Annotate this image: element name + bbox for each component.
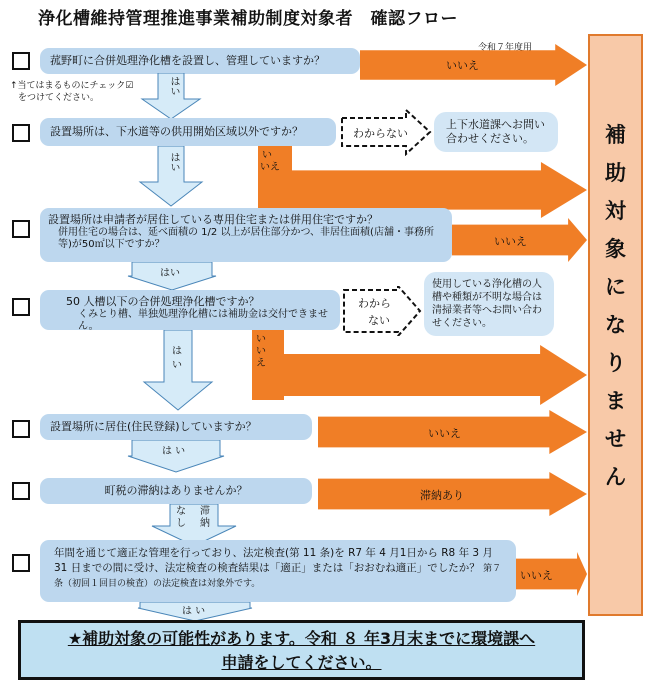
q3-no-label: いいえ [494,235,527,248]
q4-reference-box [424,272,554,336]
eligible-result-box [18,620,585,680]
q4-yes-label-2: い [172,360,182,371]
question-5-text: 設置場所に居住(住民登録)していますか？ [50,420,257,433]
q6-yes-label-1: な [176,506,186,517]
question-2-text: 設置場所は、下水道等の供用開始区域以外ですか？ [50,125,303,138]
q6-yes-label-3: 滞 [200,506,210,517]
check-hint-2: をつけてください。 [18,93,100,103]
question-3-subtext: 併用住宅の場合は、延べ面積の 1/2 以上が居住部分かつ、非居住面積(店舗・事務所等)が50㎡以下ですか？ [58,227,434,250]
q4-no-label-3: え [256,358,266,369]
q6-no-label: 滞納あり [420,489,464,502]
question-6 [40,478,312,504]
q1-yes-label: はい [168,76,179,96]
q5-no-label: いいえ [428,427,461,440]
question-7-text: 年間を通じて適正な管理を行っており、法定検査(第 11 条)を R7 年 4 月1日から R8 年 3 月 31 日までの間に受け、法定検査の検査結果は「適正」または「おおむね適正」でしたか？ [54,547,493,574]
question-4-subtext: くみとり槽、単独処理浄化槽には補助金は交付できません。 [78,309,328,332]
not-eligible-text: 補 助 対 象 に な り ま せ ん [605,123,626,489]
q4-no-arrow [252,345,587,405]
q2-unknown-label: わからない [353,127,408,140]
eligible-result-line-1: ★補助対象の可能性があります。令和 ８ 年3月末までに環境課へ [67,629,536,648]
q6-yes-label-4: 納 [200,518,210,529]
q7-yes-label: は い [182,606,206,617]
q1-no-label: いいえ [446,59,479,72]
question-1-text: 菰野町に合併処理浄化槽を設置し、管理していますか？ [50,54,325,67]
page-title: 浄化槽維持管理推進事業補助制度対象者 確認フロー [38,9,458,29]
q2-yes-label: はい [168,152,179,172]
q4-unknown-label-1: わから [358,297,391,310]
checkbox-q7[interactable] [12,554,30,572]
question-7 [40,540,516,602]
q3-yes-label: はい [160,268,180,279]
q2-reference-text: 上下水道課へお問い合わせください。 [446,118,545,145]
question-4 [40,290,340,330]
checkbox-q6[interactable] [12,482,30,500]
fiscal-year-label: 令和７年度用 [478,43,533,53]
q2-reference-box [434,112,558,152]
question-3-text: 設置場所は申請者が居住している専用住宅または併用住宅ですか？ [48,213,378,226]
q4-no-label-1: い [256,334,266,345]
question-2 [40,118,336,146]
checkbox-q3[interactable] [12,220,30,238]
checkbox-q2[interactable] [12,124,30,142]
question-1 [40,48,360,74]
checkbox-q1[interactable] [12,52,30,70]
q4-yes-arrow [140,330,216,412]
q5-yes-label: は い [162,446,186,457]
question-3 [40,208,452,262]
eligible-result-line-2: 申請をしてください。 [221,653,382,672]
check-hint-1: ↑当てはまるものにチェック☑ [10,81,134,91]
q4-unknown-label-2: ない [368,314,390,327]
q4-no-label-2: い [256,346,266,357]
q2-no-label-2: いえ [260,162,280,173]
question-5 [40,414,312,440]
checkbox-q5[interactable] [12,420,30,438]
q4-yes-label-1: は [172,346,182,357]
q7-no-label: いいえ [520,569,553,582]
q6-yes-label-2: し [176,518,186,529]
q4-unknown-arrow [342,286,422,336]
checkbox-q4[interactable] [12,298,30,316]
question-4-text: 50 人槽以下の合併処理浄化槽ですか？ [66,295,260,308]
not-eligible-box [588,34,643,616]
q2-no-label-1: い [262,150,272,161]
question-6-text: 町税の滞納はありませんか？ [104,484,248,497]
q4-reference-text: 使用している浄化槽の人槽や種類が不明な場合は清掃業者等へお問い合わせください。 [432,279,542,329]
question-7-subtext: 第７条（初回１回目の検査）の法定検査は対象外です。 [54,564,502,589]
